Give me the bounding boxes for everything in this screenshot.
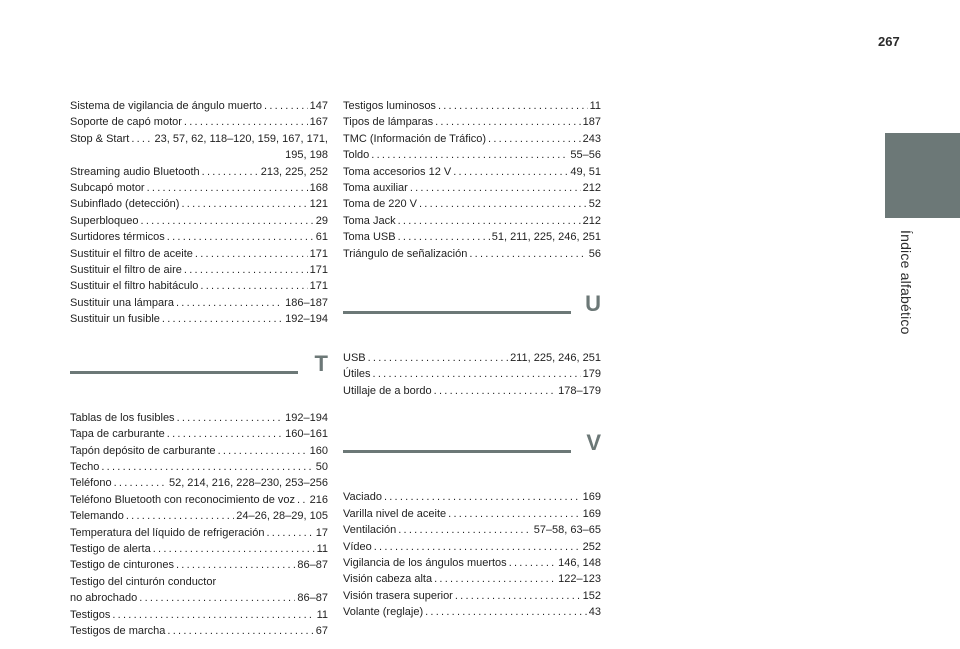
index-entry-pages: 178–179 xyxy=(558,384,601,397)
index-entry-term: Visión cabeza alta xyxy=(343,573,433,586)
index-entry-pages: 171 xyxy=(309,280,328,293)
section-letter: V xyxy=(586,430,601,456)
index-entry-term: Vigilancia de los ángulos muertos xyxy=(343,556,507,569)
dot-leader xyxy=(453,164,568,180)
index-entry-pages: 50 xyxy=(315,460,328,473)
index-entry xyxy=(70,508,328,524)
index-entry xyxy=(70,426,328,442)
index-entry-term: Vídeo xyxy=(343,540,372,553)
index-entry-pages: 160 xyxy=(309,444,328,457)
index-entry-pages: 55–56 xyxy=(570,149,601,162)
dot-leader xyxy=(410,180,581,196)
index-entry-pages: 122–123 xyxy=(558,573,601,586)
index-entry xyxy=(70,131,328,147)
index-entry-term: Teléfono xyxy=(70,477,112,490)
index-entry-pages: 211, 225, 246, 251 xyxy=(510,352,601,365)
index-entry-term: Utillaje de a bordo xyxy=(343,384,432,397)
dot-leader xyxy=(184,262,308,278)
index-entry xyxy=(343,131,601,147)
dot-leader xyxy=(509,555,556,571)
index-entry-term: Sistema de vigilancia de ángulo muerto xyxy=(70,100,263,112)
index-entry-term: Testigos de marcha xyxy=(70,624,166,637)
index-entry-pages: 146, 148 xyxy=(558,556,601,569)
index-entry-pages: 57–58, 63–65 xyxy=(533,524,601,537)
index-entry xyxy=(70,98,328,114)
index-entry xyxy=(343,196,601,212)
index-entry-pages: 169 xyxy=(582,491,601,504)
dot-leader xyxy=(167,426,283,442)
index-entry-term: Surtidores térmicos xyxy=(70,231,165,244)
index-entry xyxy=(343,383,601,399)
index-entry xyxy=(70,443,328,459)
dot-leader xyxy=(176,295,283,311)
index-entry xyxy=(70,114,328,130)
index-entry xyxy=(343,588,601,604)
page-number: 267 xyxy=(878,34,900,49)
index-entry xyxy=(343,147,601,163)
index-entry-pages: 252 xyxy=(582,540,601,553)
index-entry xyxy=(70,246,328,262)
dot-leader xyxy=(371,147,568,163)
index-entry-pages: 61 xyxy=(315,231,328,244)
index-entry xyxy=(70,213,328,229)
section-rule xyxy=(343,311,571,314)
section-rule xyxy=(70,371,298,374)
index-entry-term: TMC (Información de Tráfico) xyxy=(343,132,487,145)
dot-leader xyxy=(448,506,581,522)
index-entry xyxy=(70,164,328,180)
dot-leader xyxy=(297,492,308,508)
dot-leader xyxy=(184,114,308,130)
dot-leader xyxy=(264,98,308,114)
index-entry-term: Tablas de los fusibles xyxy=(70,411,175,424)
index-entry xyxy=(70,295,328,311)
index-entry-pages: 212 xyxy=(582,182,601,195)
dot-leader xyxy=(139,590,295,606)
index-entry-term: Triángulo de señalización xyxy=(343,247,468,260)
index-column-left xyxy=(70,98,328,639)
index-group xyxy=(70,98,328,328)
dot-leader xyxy=(488,131,581,147)
index-group xyxy=(70,410,328,574)
section-rule xyxy=(343,450,571,453)
dot-leader xyxy=(141,213,314,229)
dot-leader xyxy=(131,131,152,147)
index-entry-term: Streaming audio Bluetooth xyxy=(70,165,200,178)
index-entry-pages: 86–87 xyxy=(297,592,328,605)
dot-leader xyxy=(434,571,556,587)
index-entry-pages: 213, 225, 252 xyxy=(260,165,328,178)
index-entry-term: Sustituir el filtro de aire xyxy=(70,264,182,277)
index-entry xyxy=(343,229,601,245)
index-entry xyxy=(70,475,328,491)
index-entry xyxy=(70,410,328,426)
index-entry-term: Toldo xyxy=(343,149,370,162)
dot-leader xyxy=(398,213,581,229)
dot-leader xyxy=(218,443,308,459)
dot-leader xyxy=(176,557,295,573)
index-entry-pages: 29 xyxy=(315,214,328,227)
dot-leader xyxy=(384,489,581,505)
index-entry-term: Útiles xyxy=(343,368,371,381)
index-entry-pages: 86–87 xyxy=(297,559,328,572)
dot-leader xyxy=(398,522,531,538)
index-entry-term: Toma accesorios 12 V xyxy=(343,165,452,178)
index-entry-term: Toma de 220 V xyxy=(343,198,417,211)
index-entry-term: Varilla nivel de aceite xyxy=(343,507,447,520)
index-entry-pages: 167 xyxy=(309,116,328,129)
index-entry xyxy=(70,541,328,557)
index-entry-term: Ventilación xyxy=(343,524,397,537)
index-entry xyxy=(70,557,328,573)
index-entry-term: Testigos luminosos xyxy=(343,100,436,112)
section-header-u xyxy=(343,292,601,340)
dot-leader xyxy=(167,623,313,639)
section-header-v xyxy=(343,431,601,479)
index-entry-term: Sustituir el filtro habitáculo xyxy=(70,280,199,293)
index-entry-term: Tapón depósito de carburante xyxy=(70,444,216,457)
dot-leader xyxy=(181,196,307,212)
index-entry xyxy=(70,278,328,294)
index-entry-term: Soporte de capó motor xyxy=(70,116,182,129)
index-entry-term: Testigo de alerta xyxy=(70,542,151,555)
index-entry-pages: 168 xyxy=(309,182,328,195)
index-entry-term: Techo xyxy=(70,460,100,473)
index-entry-term: Vaciado xyxy=(343,491,382,504)
index-entry xyxy=(343,571,601,587)
index-entry xyxy=(343,489,601,505)
dot-leader xyxy=(374,539,581,555)
index-entry-term: Temperatura del líquido de refrigeración xyxy=(70,526,265,539)
index-entry-term: Tipos de lámparas xyxy=(343,116,434,129)
dot-leader xyxy=(434,383,557,399)
index-entry-pages: 171 xyxy=(309,247,328,260)
dot-leader xyxy=(177,410,284,426)
dot-leader xyxy=(114,475,167,491)
index-entry-pages: 212 xyxy=(582,214,601,227)
index-entry-pages: 216 xyxy=(309,493,328,506)
index-entry-pages: 56 xyxy=(588,247,601,260)
index-entry-pages: 52 xyxy=(588,198,601,211)
index-entry-pages: 11 xyxy=(589,100,601,112)
dot-leader xyxy=(101,459,313,475)
index-entry xyxy=(343,98,601,114)
index-entry-term: Testigos xyxy=(70,608,111,621)
index-entry-term: Visión trasera superior xyxy=(343,589,453,602)
index-entry xyxy=(343,180,601,196)
index-entry xyxy=(70,525,328,541)
index-entry xyxy=(343,246,601,262)
index-entry-term: Subcapó motor xyxy=(70,182,145,195)
dot-leader xyxy=(469,246,586,262)
dot-leader xyxy=(153,541,315,557)
index-entry-pages: 187 xyxy=(582,116,601,129)
index-entry xyxy=(343,366,601,382)
index-entry-term: Telemando xyxy=(70,510,124,523)
index-entry-pages: 192–194 xyxy=(285,411,328,424)
index-entry-pages: 49, 51 xyxy=(570,165,601,178)
index-group xyxy=(343,350,601,399)
index-entry xyxy=(70,459,328,475)
index-entry xyxy=(70,196,328,212)
chapter-label: Índice alfabético xyxy=(898,230,914,335)
index-entry-pages: 121 xyxy=(309,198,328,211)
dot-leader xyxy=(147,180,308,196)
dot-leader xyxy=(373,366,581,382)
dot-leader xyxy=(195,246,308,262)
index-entry xyxy=(343,506,601,522)
index-entry xyxy=(343,213,601,229)
index-entry xyxy=(343,604,601,620)
index-entry-term: Superbloqueo xyxy=(70,214,139,227)
index-entry-term: Tapa de carburante xyxy=(70,428,165,441)
index-entry-pages: 243 xyxy=(582,132,601,145)
index-entry-pages: 147 xyxy=(309,100,328,112)
index-group xyxy=(70,590,328,639)
chapter-tab xyxy=(885,133,960,218)
dot-leader xyxy=(419,196,587,212)
index-entry-term: Sustituir el filtro de aceite xyxy=(70,247,193,260)
index-entry-pages: 24–26, 28–29, 105 xyxy=(236,510,328,523)
index-entry-term: Stop & Start xyxy=(70,132,130,145)
index-entry xyxy=(70,607,328,623)
index-entry-pages: 192–194 xyxy=(285,313,328,326)
index-entry xyxy=(343,555,601,571)
dot-leader xyxy=(455,588,581,604)
index-entry xyxy=(70,180,328,196)
index-entry-pages: 160–161 xyxy=(285,428,328,441)
index-entry xyxy=(70,623,328,639)
dot-leader xyxy=(266,525,313,541)
index-entry xyxy=(343,350,601,366)
dot-leader xyxy=(200,278,307,294)
dot-leader xyxy=(435,114,581,130)
index-entry-term: Testigo de cinturones xyxy=(70,559,174,572)
index-entry-term: Toma auxiliar xyxy=(343,182,408,195)
index-entry-pages: 152 xyxy=(582,589,601,602)
index-entry-pages: 11 xyxy=(316,608,328,621)
index-entry xyxy=(343,164,601,180)
index-entry-pages: 179 xyxy=(582,368,601,381)
index-entry xyxy=(70,590,328,606)
dot-leader xyxy=(398,229,490,245)
index-entry-term: Volante (reglaje) xyxy=(343,606,424,619)
dot-leader xyxy=(167,229,314,245)
dot-leader xyxy=(368,350,508,366)
dot-leader xyxy=(162,311,283,327)
index-entry-term: Testigo del cinturón conductor xyxy=(70,575,217,588)
index-entry-pages: 17 xyxy=(315,526,328,539)
index-group xyxy=(343,98,601,262)
index-entry xyxy=(343,539,601,555)
dot-leader xyxy=(425,604,587,620)
dot-leader xyxy=(112,607,314,623)
index-entry-term: Teléfono Bluetooth con reconocimiento de voz xyxy=(70,493,296,506)
index-entry-pages: 51, 211, 225, 246, 251 xyxy=(491,231,601,244)
index-entry-term: no abrochado xyxy=(70,592,138,605)
index-entry xyxy=(343,522,601,538)
section-header-t xyxy=(70,352,328,400)
index-entry-pages: 43 xyxy=(588,606,601,619)
index-entry-pages: 67 xyxy=(315,624,328,637)
index-entry-pages: 169 xyxy=(582,507,601,520)
index-entry xyxy=(70,492,328,508)
index-entry-term: Subinflado (detección) xyxy=(70,198,180,211)
index-column-right xyxy=(343,98,601,621)
index-entry-pages: 11 xyxy=(316,542,328,555)
index-entry-term: Toma Jack xyxy=(343,214,396,227)
dot-leader xyxy=(438,98,588,114)
index-entry-pages: 23, 57, 62, 118–120, 159, 167, 171, xyxy=(154,132,328,145)
index-entry xyxy=(343,114,601,130)
index-entry-pages: 186–187 xyxy=(285,296,328,309)
section-letter: U xyxy=(585,291,601,317)
index-entry-pages: 52, 214, 216, 228–230, 253–256 xyxy=(168,477,328,490)
index-entry-term: Sustituir un fusible xyxy=(70,313,160,326)
index-entry xyxy=(70,262,328,278)
index-entry xyxy=(70,311,328,327)
index-entry-pages: 171 xyxy=(309,264,328,277)
index-entry xyxy=(70,229,328,245)
index-group xyxy=(343,489,601,620)
dot-leader xyxy=(126,508,234,524)
index-entry-term: Sustituir una lámpara xyxy=(70,296,174,309)
dot-leader xyxy=(202,164,259,180)
section-letter: T xyxy=(314,350,328,376)
index-entry-term: Toma USB xyxy=(343,231,396,244)
index-entry-term: USB xyxy=(343,352,366,365)
index-entry-pages-continued: 195, 198 xyxy=(285,149,328,162)
